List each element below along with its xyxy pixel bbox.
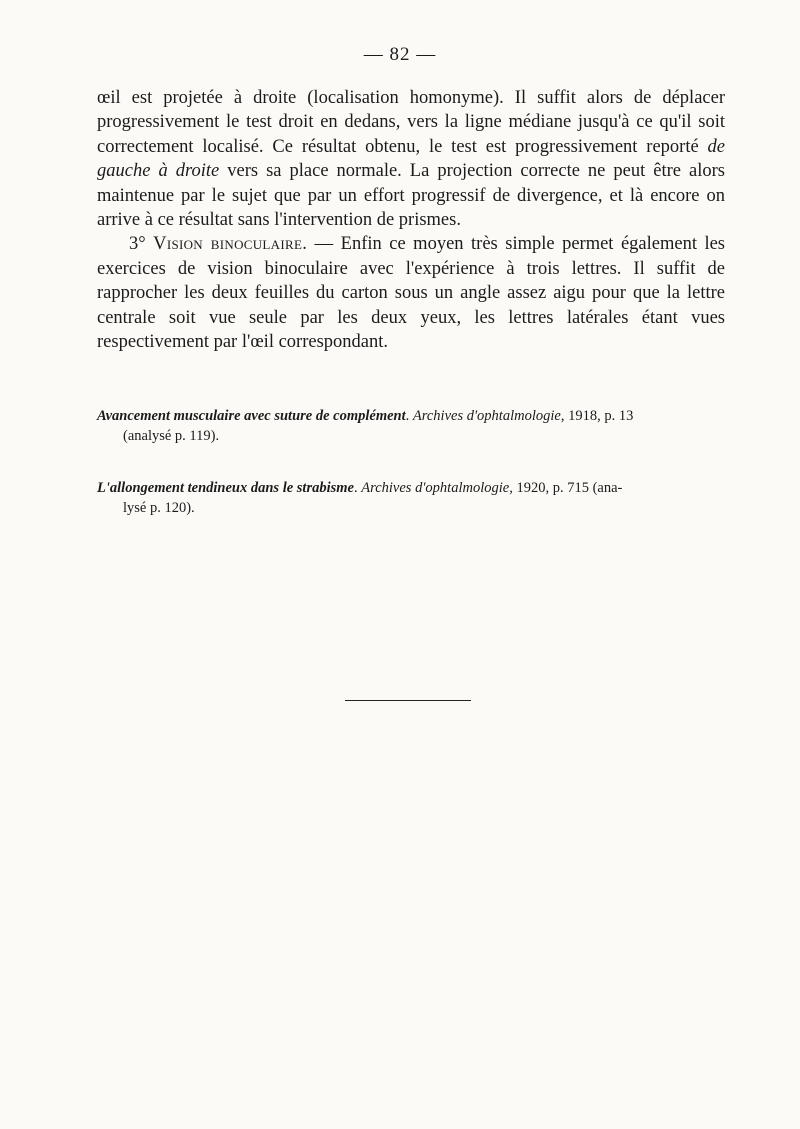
paragraph-2 bbox=[97, 232, 725, 354]
horizontal-rule bbox=[345, 700, 471, 701]
reference-1-title: Avancement musculaire avec suture de complément bbox=[97, 408, 406, 424]
reference-1-details: , 1918, p. 13 bbox=[560, 408, 634, 424]
page-number: — 82 — bbox=[363, 44, 437, 65]
paragraph-1-emphasis: de gauche à droite bbox=[97, 136, 725, 182]
paragraph-1-text: œil est projetée à droite (localisation homonyme). Il suffit alors de déplacer progressivement le test droit en dedans, vers la ligne médiane jusqu'à ce qu'il soit correctement localisé. Ce résultat obtenu, le test est progressivement reporté bbox=[97, 88, 725, 157]
body-text bbox=[97, 86, 725, 354]
reference-1-analysis: (analysé p. 119). bbox=[123, 428, 220, 444]
section-number: 3° bbox=[129, 234, 146, 255]
reference-2-title: L'allongement tendineux dans le strabisme bbox=[97, 480, 354, 496]
reference-2: L'allongement tendineux dans le strabisme. Archives d'ophtalmologie, 1920, p. 715 (ana- lysé p. 120). bbox=[97, 480, 623, 516]
reference-1-journal: Archives d'ophtalmologie bbox=[412, 408, 561, 424]
paragraph-2-text: — Enfin ce moyen très simple permet également les exercices de vision binoculaire avec l'expérience à trois lettres. Il suffit de rapprocher les deux feuilles du carton sous un angle assez aigu pour que la lettre centrale soit vue seule par les deux yeux, les lettres latérales étant vues respectivement par l'œil correspondant. bbox=[97, 234, 726, 353]
reference-1: Avancement musculaire avec suture de complément. Archives d'ophtalmologie, 1918, p. 13 (analysé p. 119). bbox=[97, 408, 634, 444]
reference-2-journal: Archives d'ophtalmologie bbox=[361, 480, 510, 496]
reference-2-analysis: lysé p. 120). bbox=[123, 500, 195, 516]
section-heading: Vision binoculaire. bbox=[153, 234, 308, 255]
paragraph-1 bbox=[97, 86, 725, 232]
reference-2-details: , 1920, p. 715 (ana- bbox=[509, 480, 623, 496]
paragraph-1-text-end: vers sa place normale. La projection correcte ne peut être alors maintenue par le sujet que par un effort progressif de divergence, et là encore on arrive à ce résultat sans l'intervention de prismes. bbox=[97, 161, 725, 231]
